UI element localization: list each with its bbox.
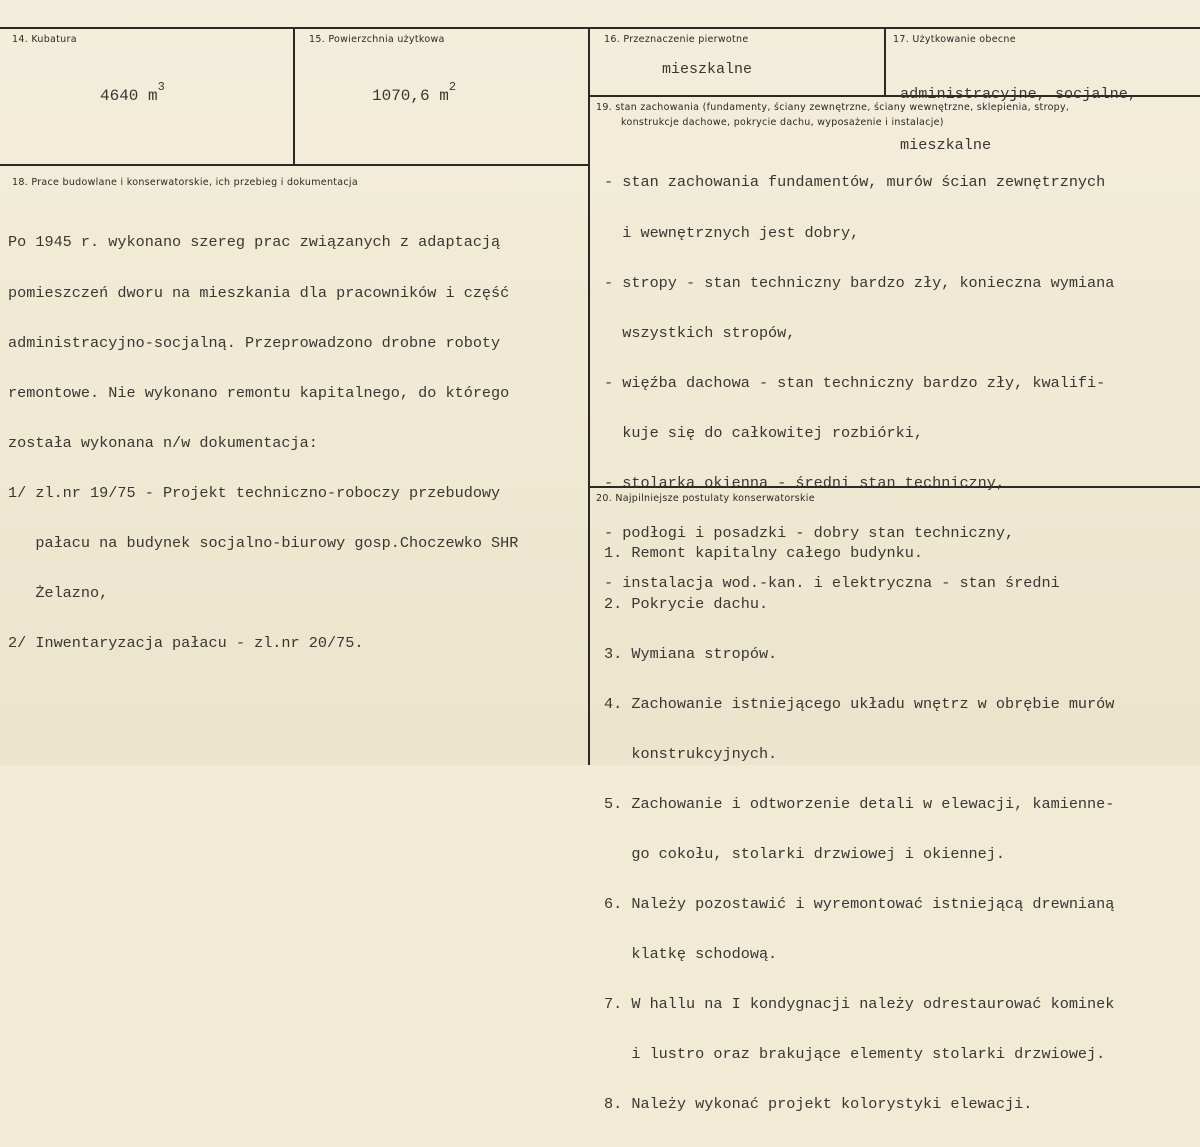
prace-text [8, 201, 518, 685]
prace-line: Żelazno, [8, 584, 109, 603]
postulaty-line: 5. Zachowanie i odtworzenie detali w elewacji, kamienne- [604, 794, 1115, 813]
postulaty-line: 7. W hallu na I kondygnacji należy odrestaurować kominek [604, 995, 1115, 1014]
stan-line: - stolarka okienna - średni stan techniczny, [604, 473, 1006, 492]
postulaty-text [604, 512, 1114, 1147]
powierzchnia-unit-sup: 2 [448, 80, 457, 94]
postulaty-line: go cokołu, stolarki drzwiowej i okiennej. [604, 844, 1006, 863]
rule-under-14-15 [0, 164, 590, 166]
postulaty-line: 8. Należy wykonać projekt kolorystyki elewacji. [604, 1095, 1033, 1114]
postulaty-line: konstrukcyjnych. [604, 744, 778, 763]
divider-14-15 [293, 29, 295, 166]
prace-line: pomieszczeń dworu na mieszkania dla pracowników i część [8, 283, 510, 302]
postulaty-line: 2. Pokrycie dachu. [604, 594, 769, 613]
uzytkowanie-label: 17. Użytkowanie obecne [893, 34, 1016, 45]
divider-16-17 [884, 29, 886, 96]
postulaty-label: 20. Najpilniejsze postulaty konserwatorskie [596, 493, 815, 504]
prace-line: remontowe. Nie wykonano remontu kapitalnego, do którego [8, 383, 510, 402]
stan-label-line1: 19. stan zachowania (fundamenty, ściany zewnętrzne, ściany wewnętrzne, sklepienia, stropy, [596, 102, 1070, 113]
postulaty-line: i lustro oraz brakujące elementy stolarki drzwiowej. [604, 1045, 1106, 1064]
prace-line: została wykonana n/w dokumentacja: [8, 433, 318, 452]
kubatura-value [100, 80, 165, 105]
postulaty-line: 1. Remont kapitalny całego budynku. [604, 544, 923, 563]
stan-line: kuje się do całkowitej rozbiórki, [604, 423, 923, 442]
prace-line: 2/ Inwentaryzacja pałacu - zl.nr 20/75. [8, 634, 364, 653]
kubatura-label: 14. Kubatura [12, 34, 77, 45]
stan-line: i wewnętrznych jest dobry, [604, 223, 860, 242]
stan-line: - instalacja wod.-kan. i elektryczna - stan średni [604, 574, 1060, 593]
powierzchnia-value [372, 80, 456, 105]
stan-label-line2: konstrukcje dachowe, pokrycie dachu, wyposażenie i instalacje) [621, 117, 944, 128]
postulaty-line: klatkę schodową. [604, 945, 778, 964]
prace-line: 1/ zl.nr 19/75 - Projekt techniczno-roboczy przebudowy [8, 483, 501, 502]
przeznaczenie-value: mieszkalne [662, 61, 753, 78]
prace-line: administracyjno-socjalną. Przeprowadzono drobne roboty [8, 333, 501, 352]
stan-line: wszystkich stropów, [604, 323, 796, 342]
prace-line: pałacu na budynek socjalno-biurowy gosp.Choczewko SHR [8, 533, 519, 552]
postulaty-line: 4. Zachowanie istniejącego układu wnętrz w obrębie murów [604, 694, 1115, 713]
powierzchnia-label: 15. Powierzchnia użytkowa [309, 34, 445, 45]
stan-line: - stropy - stan techniczny bardzo zły, konieczna wymiana [604, 273, 1115, 292]
uzytkowanie-line: mieszkalne [900, 135, 992, 154]
kubatura-unit-sup: 3 [157, 80, 165, 94]
powierzchnia-number: 1070,6 m [372, 87, 449, 105]
top-border [0, 27, 1200, 29]
uzytkowanie-line: administracyjne, socjalne, [900, 85, 1137, 104]
stan-line: - podłogi i posadzki - dobry stan techniczny, [604, 524, 1015, 543]
postulaty-line: 3. Wymiana stropów. [604, 644, 778, 663]
stan-line: - więźba dachowa - stan techniczny bardzo zły, kwalifi- [604, 373, 1106, 392]
prace-line: Po 1945 r. wykonano szereg prac związanych z adaptacją [8, 233, 501, 252]
divider-center [588, 29, 590, 765]
prace-label: 18. Prace budowlane i konserwatorskie, ich przebieg i dokumentacja [12, 177, 358, 188]
kubatura-number: 4640 m [100, 87, 158, 105]
stan-line: - stan zachowania fundamentów, murów ścian zewnętrznych [604, 173, 1106, 192]
postulaty-line: 6. Należy pozostawić i wyremontować istniejącą drewnianą [604, 895, 1115, 914]
przeznaczenie-label: 16. Przeznaczenie pierwotne [604, 34, 749, 45]
